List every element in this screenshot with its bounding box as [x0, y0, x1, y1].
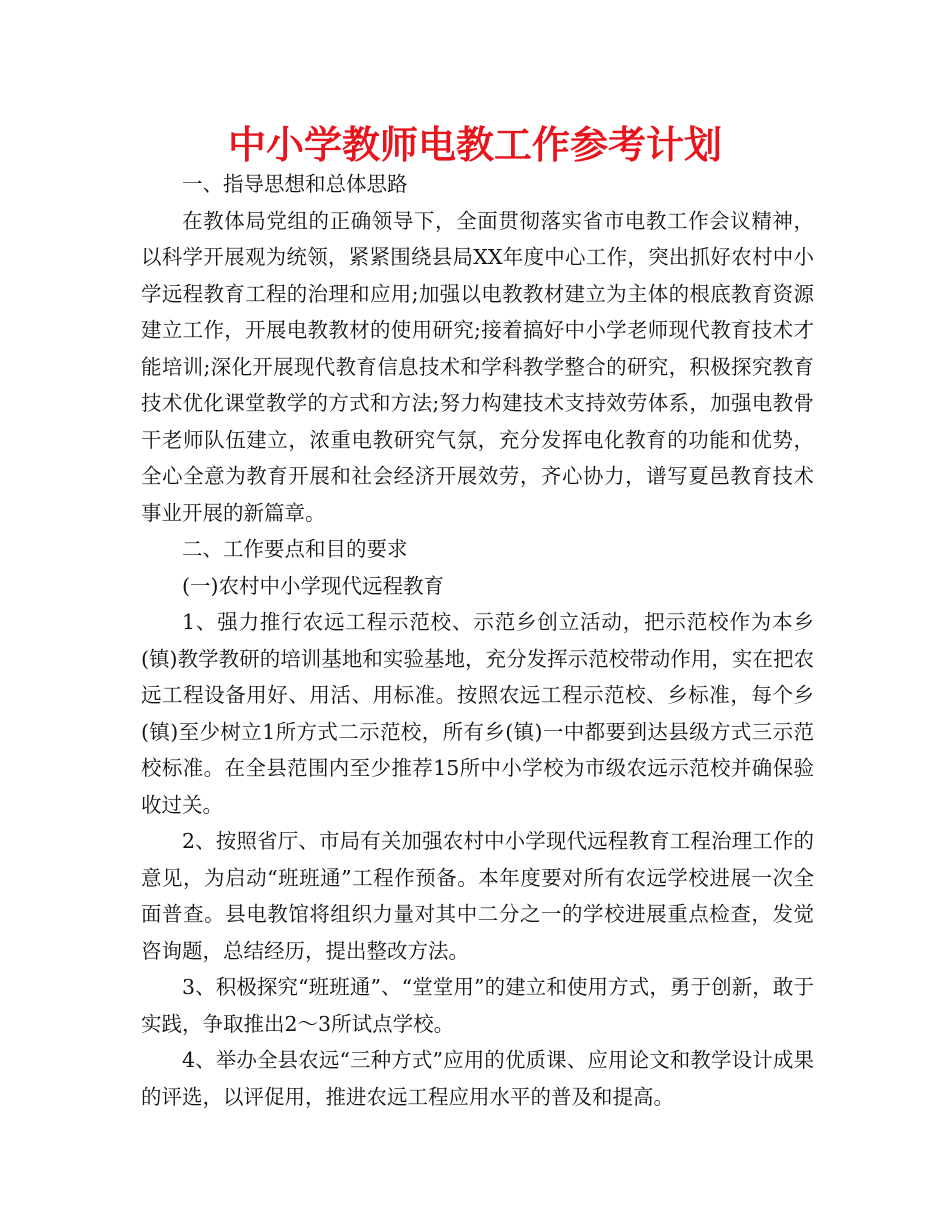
subsection-heading-rural-remote-education: (一)农村中小学现代远程教育 — [182, 573, 444, 598]
section-heading-guiding-principles: 一、指导思想和总体思路 — [182, 172, 408, 196]
paragraph-guiding-principles: 在教体局党组的正确领导下，全面贯彻落实省市电教工作会议精神，以科学开展观为统领，紧紧围绕县局XX年度中心工作，突出抓好农村中小学远程教育工程的治理和应用;加强以电教教材建立为主体的根底教育资源建立工作，开展电教教材的使用研究;接着搞好中小学老师现代教育技术才能培训;深化开展现代教育信息技术和学科教学整合的研究，积极探究教育技术优化课堂教学的方式和方法;努力构建技术支持效劳体系，加强电教骨干老师队伍建立，浓重电教研究气氛，充分发挥电化教育的功能和优势，全心全意为教育开展和社会经济开展效劳，齐心协力，谱写夏邑教育技术事业开展的新篇章。 — [141, 208, 814, 525]
document-title: 中小学教师电教工作参考计划 — [227, 123, 722, 167]
document-body — [141, 166, 814, 1115]
list-item-competition: 4、举办全县农远“三种方式”应用的优质课、应用论文和教学设计成果的评选，以评促用，推进农远工程应用水平的普及和提高。 — [141, 1048, 814, 1109]
list-item-management-inspection: 2、按照省厅、市局有关加强农村中小学现代远程教育工程治理工作的意见，为启动“班班通”工程作预备。本年度要对所有农远学校进展一次全面普查。县电教馆将组织力量对其中二分之一的学校进展重点检查，发觉咨询题，总结经历，提出整改方法。 — [141, 829, 814, 963]
list-item-pilot-schools: 3、积极探究“班班通”、“堂堂用”的建立和使用方式，勇于创新，敢于实践，争取推出2～3所试点学校。 — [141, 975, 814, 1036]
section-heading-work-points: 二、工作要点和目的要求 — [182, 537, 408, 561]
list-item-demonstration-schools: 1、强力推行农远工程示范校、示范乡创立活动，把示范校作为本乡(镇)教学教研的培训基地和实验基地，充分发挥示范校带动作用，实在把农远工程设备用好、用活、用标准。按照农远工程示范校、乡标准，每个乡(镇)至少树立1所方式二示范校，所有乡(镇)一中都要到达县级方式三示范校标准。在全县范围内至少推荐15所中小学校为市级农远示范校并确保验收过关。 — [141, 610, 814, 817]
